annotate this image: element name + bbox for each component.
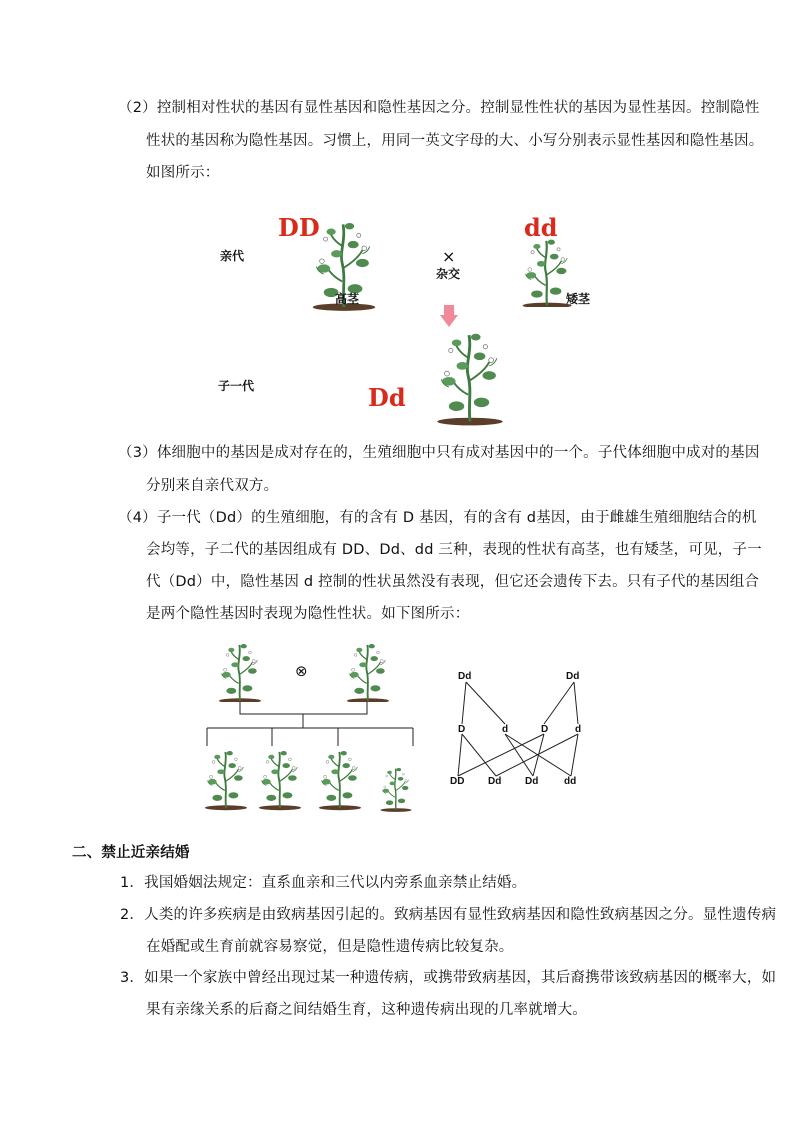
f1-genotype: Dd: [368, 383, 406, 412]
gamete-1: D: [458, 724, 466, 735]
offspring-genotype-1: DD: [450, 776, 465, 787]
para3-line2: 分别来自亲代双方。: [146, 478, 279, 494]
offspring-genotype-4: dd: [564, 776, 577, 787]
selfcross-symbol: ⊗: [295, 662, 308, 680]
offspring-genotype-3: Dd: [525, 776, 539, 787]
para4-line1: （4）子一代（Dd）的生殖细胞，有的含有 D 基因，有的含有 d基因，由于雌雄生殖细胞结合的机: [118, 510, 757, 526]
parent-genotype-2: Dd: [566, 671, 580, 682]
pedigree-lines: [195, 700, 430, 750]
parent-plant-2-image: [337, 640, 399, 702]
para3-line1: （3）体细胞中的基因是成对存在的，生殖细胞中只有成对基因中的一个。子代体细胞中成对的基因: [118, 445, 760, 461]
section-heading: 二、禁止近亲结婚: [72, 845, 190, 861]
section2-item2-line1: 2．人类的许多疾病是由致病基因引起的。致病基因有显性致病基因和隐性致病基因之分。显性遗传病: [120, 907, 777, 923]
f1-label: 子一代: [218, 379, 255, 393]
para4-line2: 会均等，子二代的基因组成有 DD、Dd、dd 三种，表现的性状有高茎，也有矮茎，可见，子一: [146, 542, 762, 558]
section2-item1: 1．我国婚姻法规定：直系血亲和三代以内旁系血亲禁止结婚。: [120, 875, 527, 891]
section2-item3-line2: 果有亲缘关系的后裔之间结婚生育，这种遗传病出现的几率就增大。: [146, 1002, 587, 1018]
tall-genotype: DD: [278, 213, 320, 242]
para2-line3: 如图所示：: [146, 165, 220, 181]
f1-plant-image: [422, 323, 518, 428]
cross-figure: [200, 205, 620, 430]
offspring-plant-4-image: [373, 764, 419, 812]
parent-plant-1-image: [209, 640, 271, 702]
gamete-3: D: [541, 724, 549, 735]
parent-label: 亲代: [220, 249, 245, 263]
section2-item2-line2: 在婚配或生育前就容易察觉，但是隐性遗传病比较复杂。: [146, 939, 514, 955]
para2-line2: 性状的基因称为隐性基因。习惯上，用同一英文字母的大、小写分别表示显性基因和隐性基因。: [146, 133, 764, 149]
para2-line1: （2）控制相对性状的基因有显性基因和隐性基因之分。控制显性性状的基因为显性基因。控制隐性: [118, 100, 760, 116]
selfcross-plants-figure: [195, 640, 430, 815]
gamete-2: d: [502, 724, 509, 735]
offspring-genotype-2: Dd: [488, 776, 502, 787]
parent-genotype-1: Dd: [458, 671, 472, 682]
short-genotype: dd: [524, 213, 558, 242]
short-label: 矮茎: [566, 292, 591, 306]
offspring-plant-1-image: [195, 744, 257, 812]
para4-line3: 代（Dd）中，隐性基因 d 控制的性状虽然没有表现，但它还会遗传下去。只有子代的基因组合: [146, 574, 760, 590]
tall-label: 高茎: [335, 292, 360, 306]
section2-item3-line1: 3．如果一个家族中曾经出现过某一种遗传病，或携带致病基因，其后裔携带该致病基因的概率大，如: [120, 970, 777, 986]
cross-label: 杂交: [436, 267, 461, 281]
cross-symbol: ×: [442, 247, 456, 266]
para4-line4: 是两个隐性基因时表现为隐性性状。如下图所示：: [146, 606, 470, 622]
gamete-4: d: [575, 724, 582, 735]
genotype-cross-diagram: [448, 668, 598, 790]
offspring-plant-2-image: [249, 744, 311, 812]
offspring-plant-3-image: [309, 744, 371, 812]
